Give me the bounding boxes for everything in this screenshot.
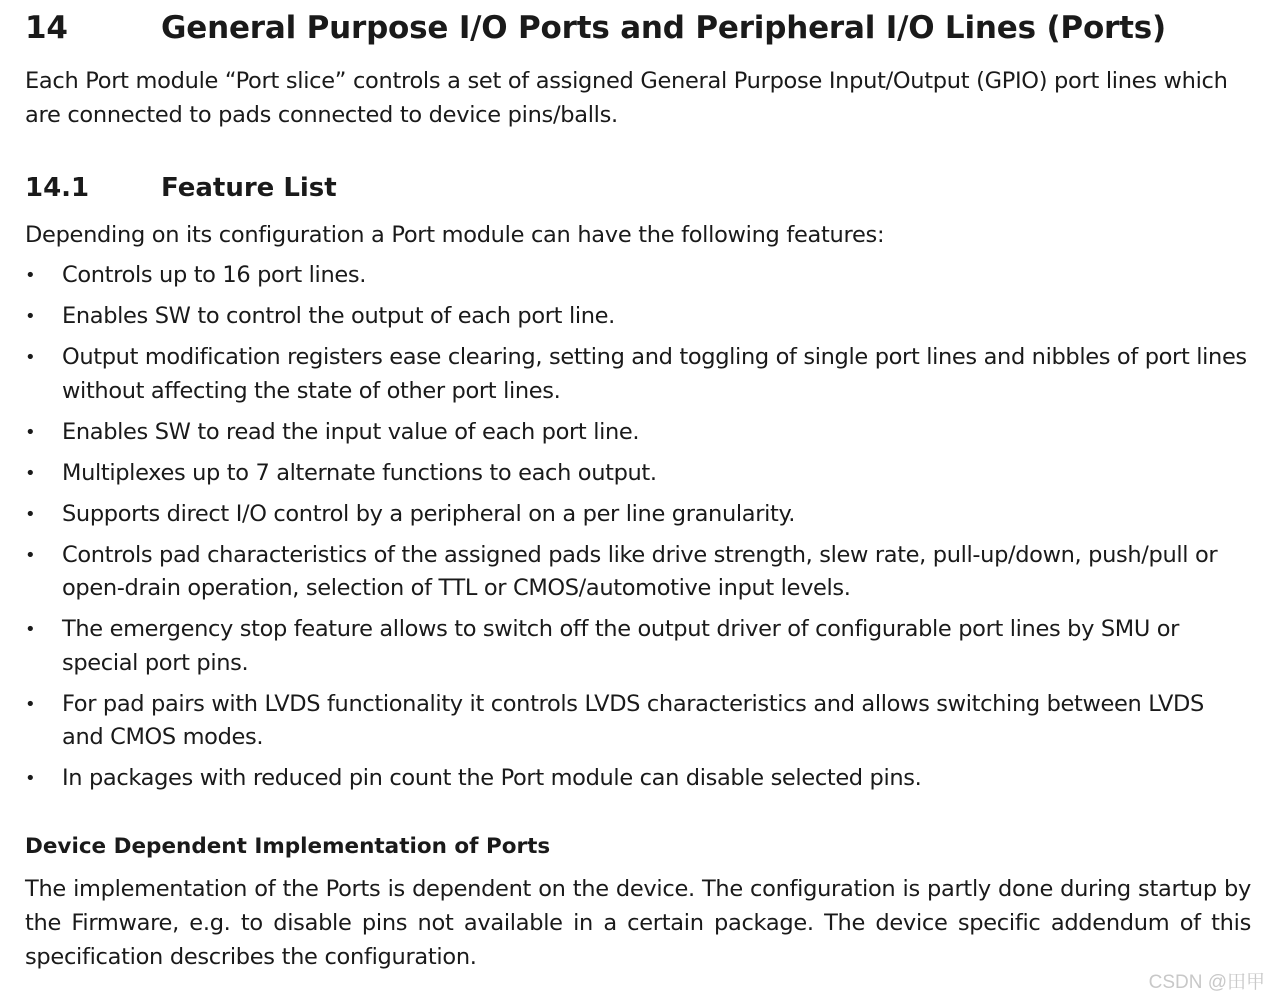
feature-list-item bbox=[25, 416, 1251, 450]
section-intro: Each Port module “Port slice” controls a set of assigned General Purpose Input/Output (GPIO) port lines which are connected to pads connected to device pins/balls. bbox=[25, 68, 1228, 128]
feature-list-item bbox=[25, 498, 1251, 532]
feature-list-item bbox=[25, 762, 1251, 796]
feature-list-item bbox=[25, 457, 1251, 491]
bullet-icon: • bbox=[25, 768, 36, 789]
section-title: General Purpose I/O Ports and Peripheral I/O Lines (Ports) bbox=[161, 10, 1166, 46]
feature-text: Output modification registers ease clearing, setting and toggling of single port lines and nibbles of port lines without affecting the state of other port lines. bbox=[62, 344, 1247, 404]
subsection-number: 14.1 bbox=[25, 173, 90, 203]
bullet-icon: • bbox=[25, 462, 36, 484]
section-heading bbox=[25, 6, 1166, 50]
feature-text: Multiplexes up to 7 alternate functions to each output. bbox=[62, 459, 657, 486]
feature-text: Enables SW to read the input value of each port line. bbox=[62, 418, 640, 445]
feature-text: Enables SW to control the output of each port line. bbox=[62, 303, 615, 329]
feature-list-item bbox=[25, 539, 1251, 606]
feature-text: Controls up to 16 port lines. bbox=[62, 262, 367, 288]
implementation-text: The implementation of the Ports is dependent on the device. The configuration is partly done during startup by the Firmware, e.g. to disable pins not available in a certain package. The device specific addendum of this specification describes the configuration. bbox=[25, 876, 1251, 970]
bullet-icon: • bbox=[25, 421, 36, 443]
bullet-icon: • bbox=[25, 306, 36, 327]
bullet-icon: • bbox=[25, 347, 36, 368]
feature-list-item bbox=[25, 341, 1251, 408]
section-number: 14 bbox=[25, 10, 68, 46]
feature-list-item bbox=[25, 688, 1251, 755]
feature-list-lead: Depending on its configuration a Port module can have the following features: bbox=[25, 222, 885, 248]
watermark: CSDN @田甲 bbox=[1148, 972, 1265, 993]
bullet-icon: • bbox=[25, 619, 36, 640]
feature-text: For pad pairs with LVDS functionality it controls LVDS characteristics and allows switching between LVDS and CMOS modes. bbox=[62, 690, 1204, 750]
bullet-icon: • bbox=[25, 265, 36, 286]
subsection-title: Feature List bbox=[161, 173, 337, 203]
feature-text: The emergency stop feature allows to switch off the output driver of configurable port lines by SMU or special port pins. bbox=[62, 616, 1180, 676]
feature-list-item bbox=[25, 613, 1251, 680]
feature-text: In packages with reduced pin count the Port module can disable selected pins. bbox=[62, 765, 922, 791]
feature-text: Supports direct I/O control by a peripheral on a per line granularity. bbox=[62, 500, 796, 527]
feature-list-item bbox=[25, 300, 1251, 334]
implementation-heading: Device Dependent Implementation of Ports bbox=[25, 833, 551, 859]
bullet-icon: • bbox=[25, 503, 36, 525]
bullet-icon: • bbox=[25, 544, 36, 566]
feature-list-item bbox=[25, 259, 1251, 293]
subsection-heading bbox=[25, 168, 337, 208]
feature-text: Controls pad characteristics of the assigned pads like drive strength, slew rate, pull-up/down, push/pull or open-drain operation, selection of TTL or CMOS/automotive input levels. bbox=[62, 541, 1218, 601]
feature-list bbox=[25, 259, 1251, 803]
bullet-icon: • bbox=[25, 693, 36, 715]
